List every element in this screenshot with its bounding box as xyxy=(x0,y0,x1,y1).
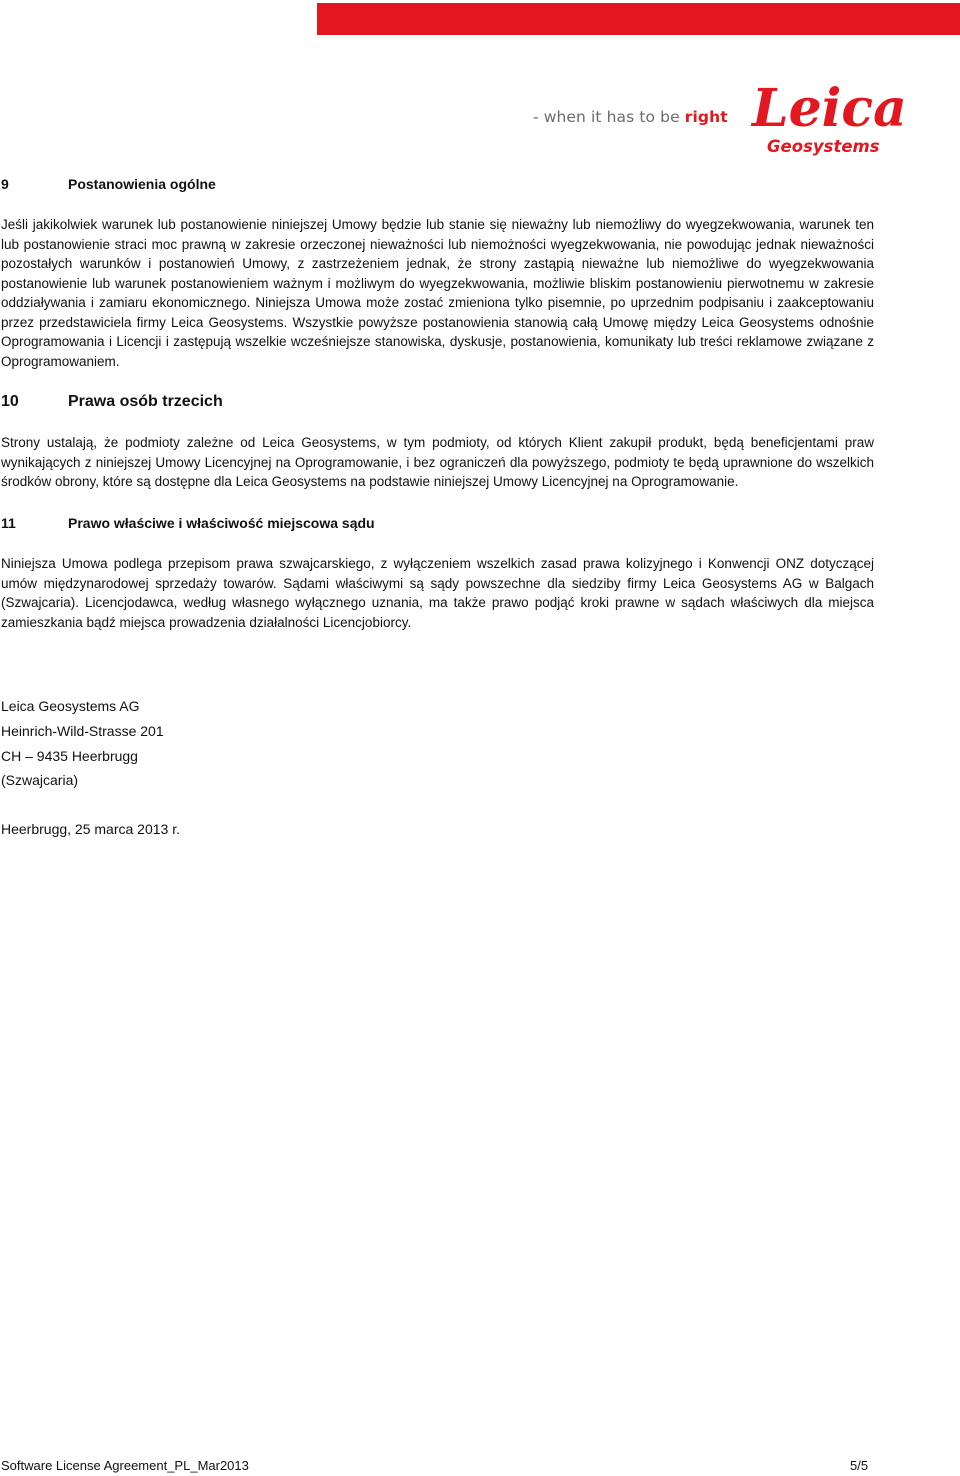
brand-tagline xyxy=(533,108,728,126)
section-number: 11 xyxy=(1,515,16,531)
tagline-prefix: - when it has to be xyxy=(533,108,685,126)
leica-geosystems-logo xyxy=(748,70,907,158)
section-title: Postanowienia ogólne xyxy=(68,176,216,192)
section-title: Prawa osób trzecich xyxy=(68,393,223,410)
address-city: CH – 9435 Heerbrugg xyxy=(1,748,138,764)
section-11-body: Niniejsza Umowa podlega przepisom prawa szwajcarskiego, z wyłączeniem wszelkich zasad prawa kolizyjnego i Konwencji ONZ dotyczącej umów międzynarodowej sprzedaży towarów. Sądami właściwymi są sądy powszechne dla siedziby firmy Leica Geosystems AG w Balgach (Szwajcaria). Licencjodawca, według własnego wyłącznego uznania, ma także prawo podjąć kroki prawne w sądach właściwych dla miejsca zamieszkania bądź miejsca prowadzenia działalności Licencjobiorcy. xyxy=(1,556,874,630)
tagline-accent: right xyxy=(684,108,728,126)
logo-wordmark: Leica xyxy=(752,78,907,139)
address-street: Heinrich-Wild-Strasse 201 xyxy=(1,723,164,739)
address-country: (Szwajcaria) xyxy=(1,772,79,788)
footer-page-number: 5/5 xyxy=(850,1458,869,1473)
section-9-heading xyxy=(1,176,216,192)
section-9-body: Jeśli jakikolwiek warunek lub postanowienie niniejszej Umowy będzie lub stanie się nieważny lub niemożliwy do wyegzekwowania, warunek ten lub postanowienie straci moc prawną w zakresie orzeczonej nieważności lub niemożności wyegzekwowania, nie powodując jednak nieważności pozostałych warunków i postanowień Umowy, z zastrzeżeniem jednak, że strony zastąpią nieważne lub niemożliwe do wyegzekwowania postanowienie lub warunek postanowieniem ważnym i możliwym do wyegzekwowania, możliwie bliskim postanowieniu pierwotnemu w zakresie oddziaływania i zamiaru ekonomicznego. Niniejsza Umowa może zostać zmieniona tylko pisemnie, po uprzednim podpisaniu i zaakceptowaniu przez przedstawiciela firmy Leica Geosystems. Wszystkie powyższe postanowienia stanowią całą Umowę między Leica Geosystems odnośnie Oprogramowania i Licencji i zastępują wszelkie wcześniejsze stanowiska, dyskusje, postanowienia, komunikaty lub treści reklamowe związane z Oprogramowaniem. xyxy=(1,217,874,369)
section-10-heading xyxy=(1,393,223,411)
address-company: Leica Geosystems AG xyxy=(1,698,140,714)
section-number: 9 xyxy=(1,176,9,192)
date-line: Heerbrugg, 25 marca 2013 r. xyxy=(1,821,180,837)
logo-subtitle: Geosystems xyxy=(767,137,880,156)
footer-document-name: Software License Agreement_PL_Mar2013 xyxy=(1,1458,249,1473)
section-title: Prawo właściwe i właściwość miejscowa sądu xyxy=(68,515,375,531)
section-10-body: Strony ustalają, że podmioty zależne od Leica Geosystems, w tym podmioty, od których Klient zakupił produkt, będą beneficjentami praw wynikających z niniejszej Umowy Licencyjnej na Oprogramowanie, i bez ograniczeń dla powyższego, podmioty te będą uprawnione do wszelkich środków obrony, które są dostępne dla Leica Geosystems na podstawie niniejszej Umowy Licencyjnej na Oprogramowanie. xyxy=(1,435,874,489)
section-11-heading xyxy=(1,515,375,531)
header-red-bar xyxy=(317,3,960,35)
section-number: 10 xyxy=(1,393,19,410)
